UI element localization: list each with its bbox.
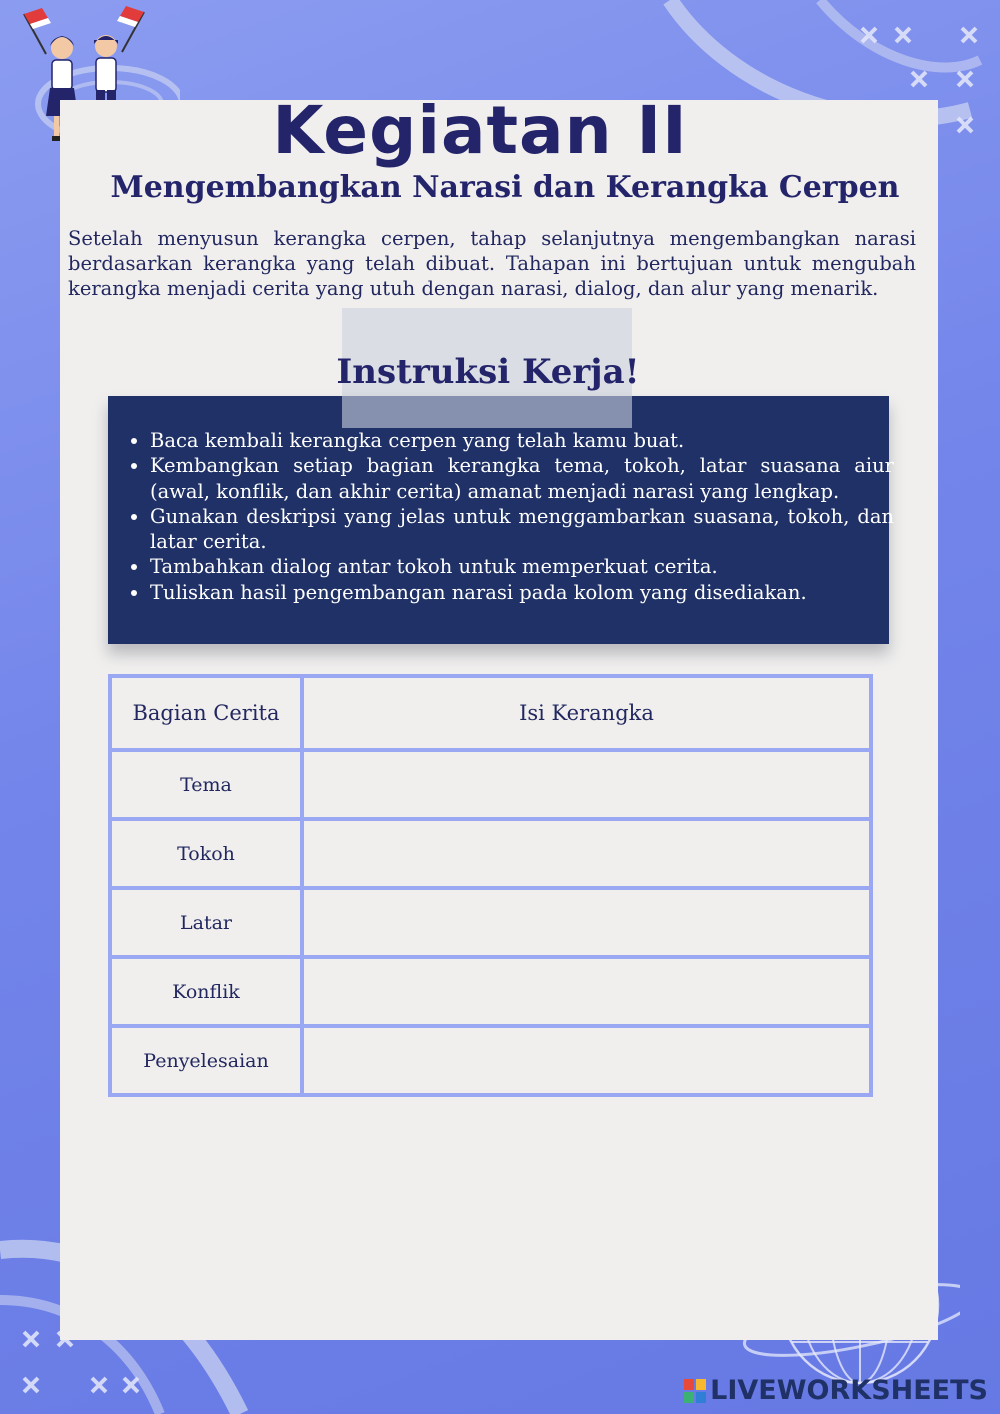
answer-cell-konflik[interactable] xyxy=(304,959,869,1024)
row-label-konflik: Konflik xyxy=(112,959,300,1024)
table-row xyxy=(112,959,869,1024)
instruction-item: • Tambahkan dialog antar tokoh untuk memperkuat cerita. xyxy=(150,554,894,579)
row-label-tema: Tema xyxy=(112,752,300,817)
instruction-item: • Gunakan deskripsi yang jelas untuk menggambarkan suasana, tokoh, dan latar cerita. xyxy=(150,504,894,555)
intro-paragraph: Setelah menyusun kerangka cerpen, tahap selanjutnya mengembangkan narasi berdasarkan kerangka yang telah dibuat. Tahapan ini bertujuan untuk mengubah kerangka menjadi cerita yang utuh dengan narasi, dialog, dan alur yang menarik. xyxy=(68,227,916,300)
watermark-text: LIVEWORKSHEETS xyxy=(710,1375,988,1406)
liveworksheets-watermark xyxy=(684,1375,988,1406)
table-row xyxy=(112,890,869,955)
answer-cell-latar[interactable] xyxy=(304,890,869,955)
page-title: Kegiatan II xyxy=(272,92,688,169)
row-label-latar: Latar xyxy=(112,890,300,955)
table-header-row xyxy=(112,678,869,748)
answer-cell-tokoh[interactable] xyxy=(304,821,869,886)
table-row xyxy=(112,752,869,817)
instruction-item: • Baca kembali kerangka cerpen yang telah kamu buat. xyxy=(150,428,894,453)
page-subtitle: Mengembangkan Narasi dan Kerangka Cerpen xyxy=(110,170,900,205)
instruction-item: • Tuliskan hasil pengembangan narasi pada kolom yang disediakan. xyxy=(150,580,894,605)
answer-cell-tema[interactable] xyxy=(304,752,869,817)
story-outline-table xyxy=(108,674,873,1097)
instruction-item: • Kembangkan setiap bagian kerangka tema, tokoh, latar suasana aiur (awal, konflik, dan akhir cerita) amanat menjadi narasi yang lengkap. xyxy=(150,453,894,504)
table-row xyxy=(112,1028,869,1093)
instructions-list xyxy=(128,428,894,605)
table-row xyxy=(112,821,869,886)
row-label-tokoh: Tokoh xyxy=(112,821,300,886)
answer-cell-penyelesaian[interactable] xyxy=(304,1028,869,1093)
header-bagian-cerita: Bagian Cerita xyxy=(112,678,300,748)
liveworksheets-logo-icon xyxy=(684,1379,706,1403)
instructions-title: Instruksi Kerja! xyxy=(336,352,640,392)
row-label-penyelesaian: Penyelesaian xyxy=(112,1028,300,1093)
header-isi-kerangka: Isi Kerangka xyxy=(304,678,869,748)
instructions-tape-decoration xyxy=(342,396,632,428)
